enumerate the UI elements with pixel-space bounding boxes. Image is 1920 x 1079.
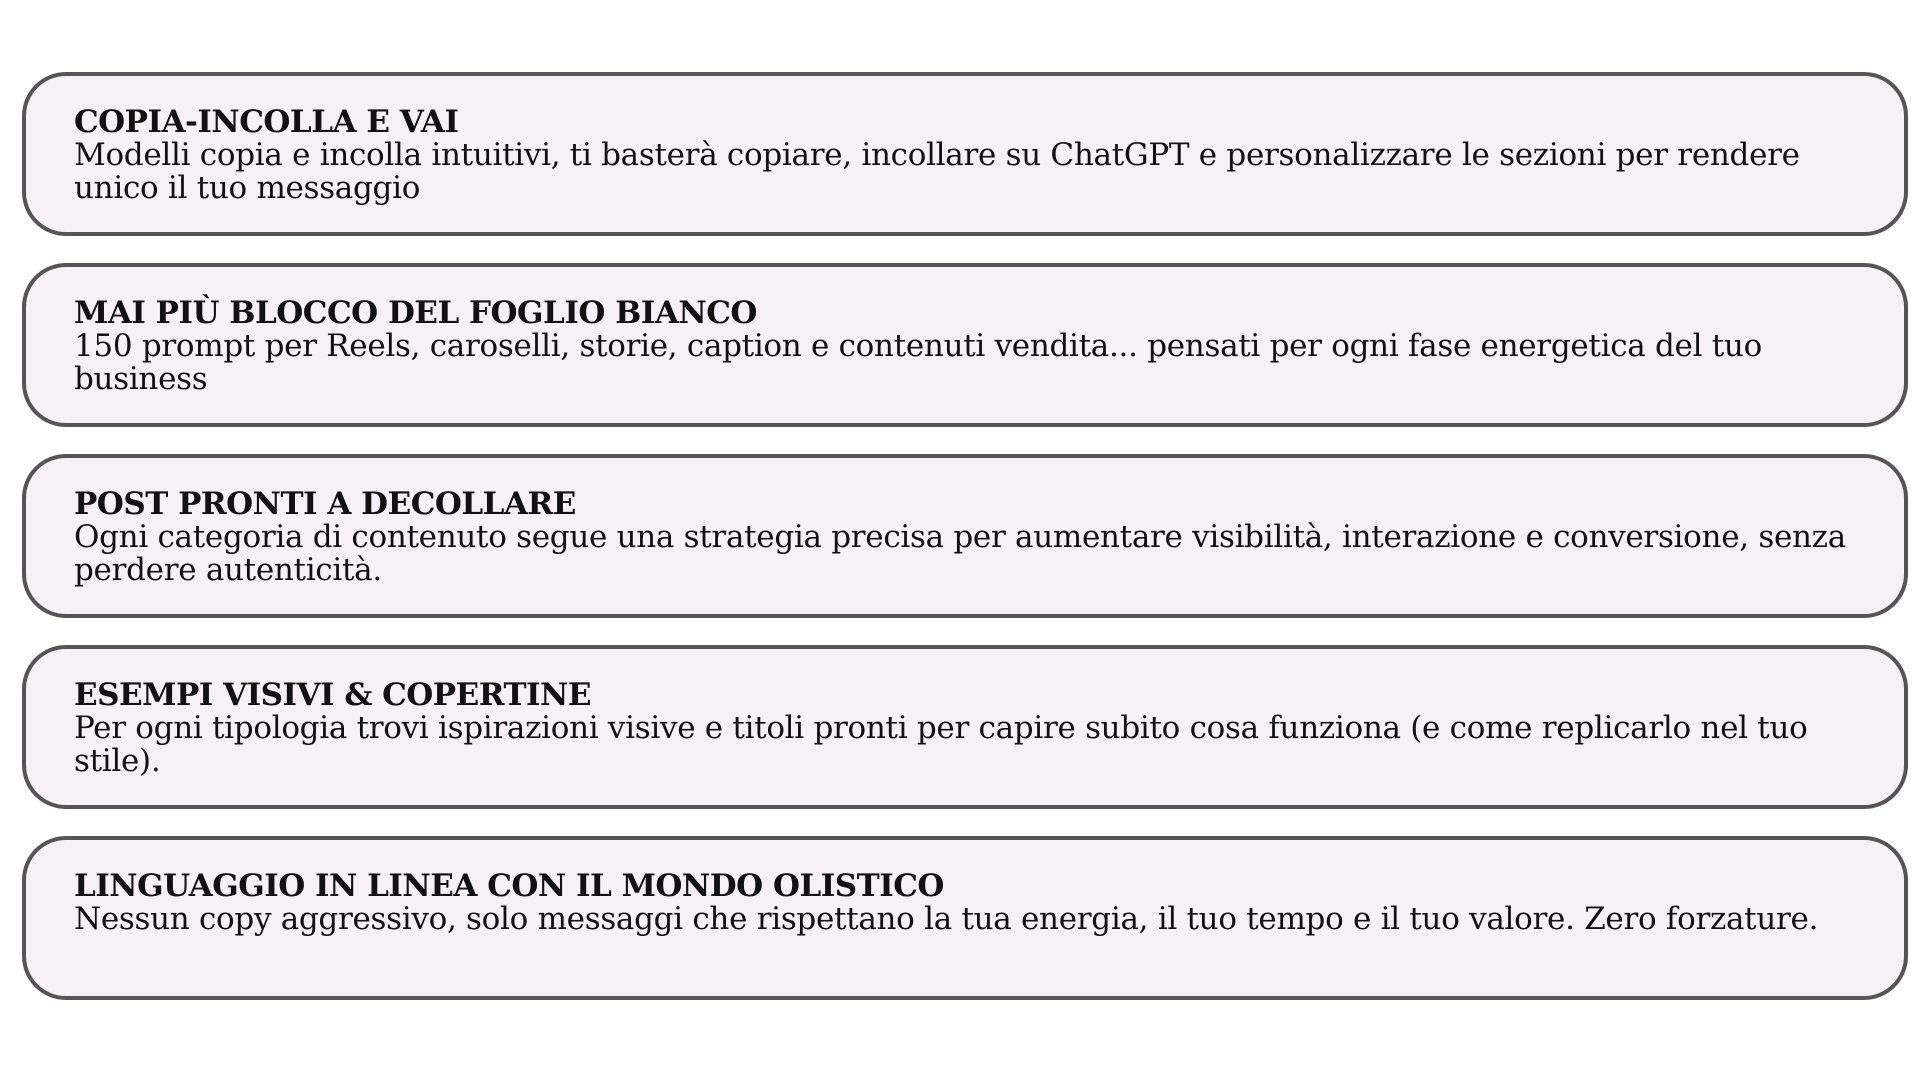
feature-title: ESEMPI VISIVI & COPERTINE <box>74 677 591 713</box>
feature-title: LINGUAGGIO IN LINEA CON IL MONDO OLISTICO <box>74 868 944 904</box>
feature-card <box>22 454 1908 618</box>
feature-title: POST PRONTI A DECOLLARE <box>74 486 576 522</box>
feature-title: MAI PIÙ BLOCCO DEL FOGLIO BIANCO <box>74 295 757 331</box>
feature-description: Modelli copia e incolla intuitivi, ti basterà copiare, incollare su ChatGPT e personalizzare le sezioni per rendere unico il tuo messaggio <box>74 137 1800 206</box>
feature-card <box>22 72 1908 236</box>
feature-card <box>22 645 1908 809</box>
feature-card <box>22 836 1908 1000</box>
feature-description: 150 prompt per Reels, caroselli, storie, caption e contenuti vendita... pensati per ogni fase energetica del tuo business <box>74 328 1762 397</box>
feature-description: Nessun copy aggressivo, solo messaggi che rispettano la tua energia, il tuo tempo e il tuo valore. Zero forzature. <box>74 901 1819 937</box>
feature-card <box>22 263 1908 427</box>
feature-description: Per ogni tipologia trovi ispirazioni visive e titoli pronti per capire subito cosa funziona (e come replicarlo nel tuo stile). <box>74 710 1808 779</box>
feature-title: COPIA-INCOLLA E VAI <box>74 104 459 140</box>
feature-description: Ogni categoria di contenuto segue una strategia precisa per aumentare visibilità, interazione e conversione, senza perdere autenticità. <box>74 519 1846 588</box>
